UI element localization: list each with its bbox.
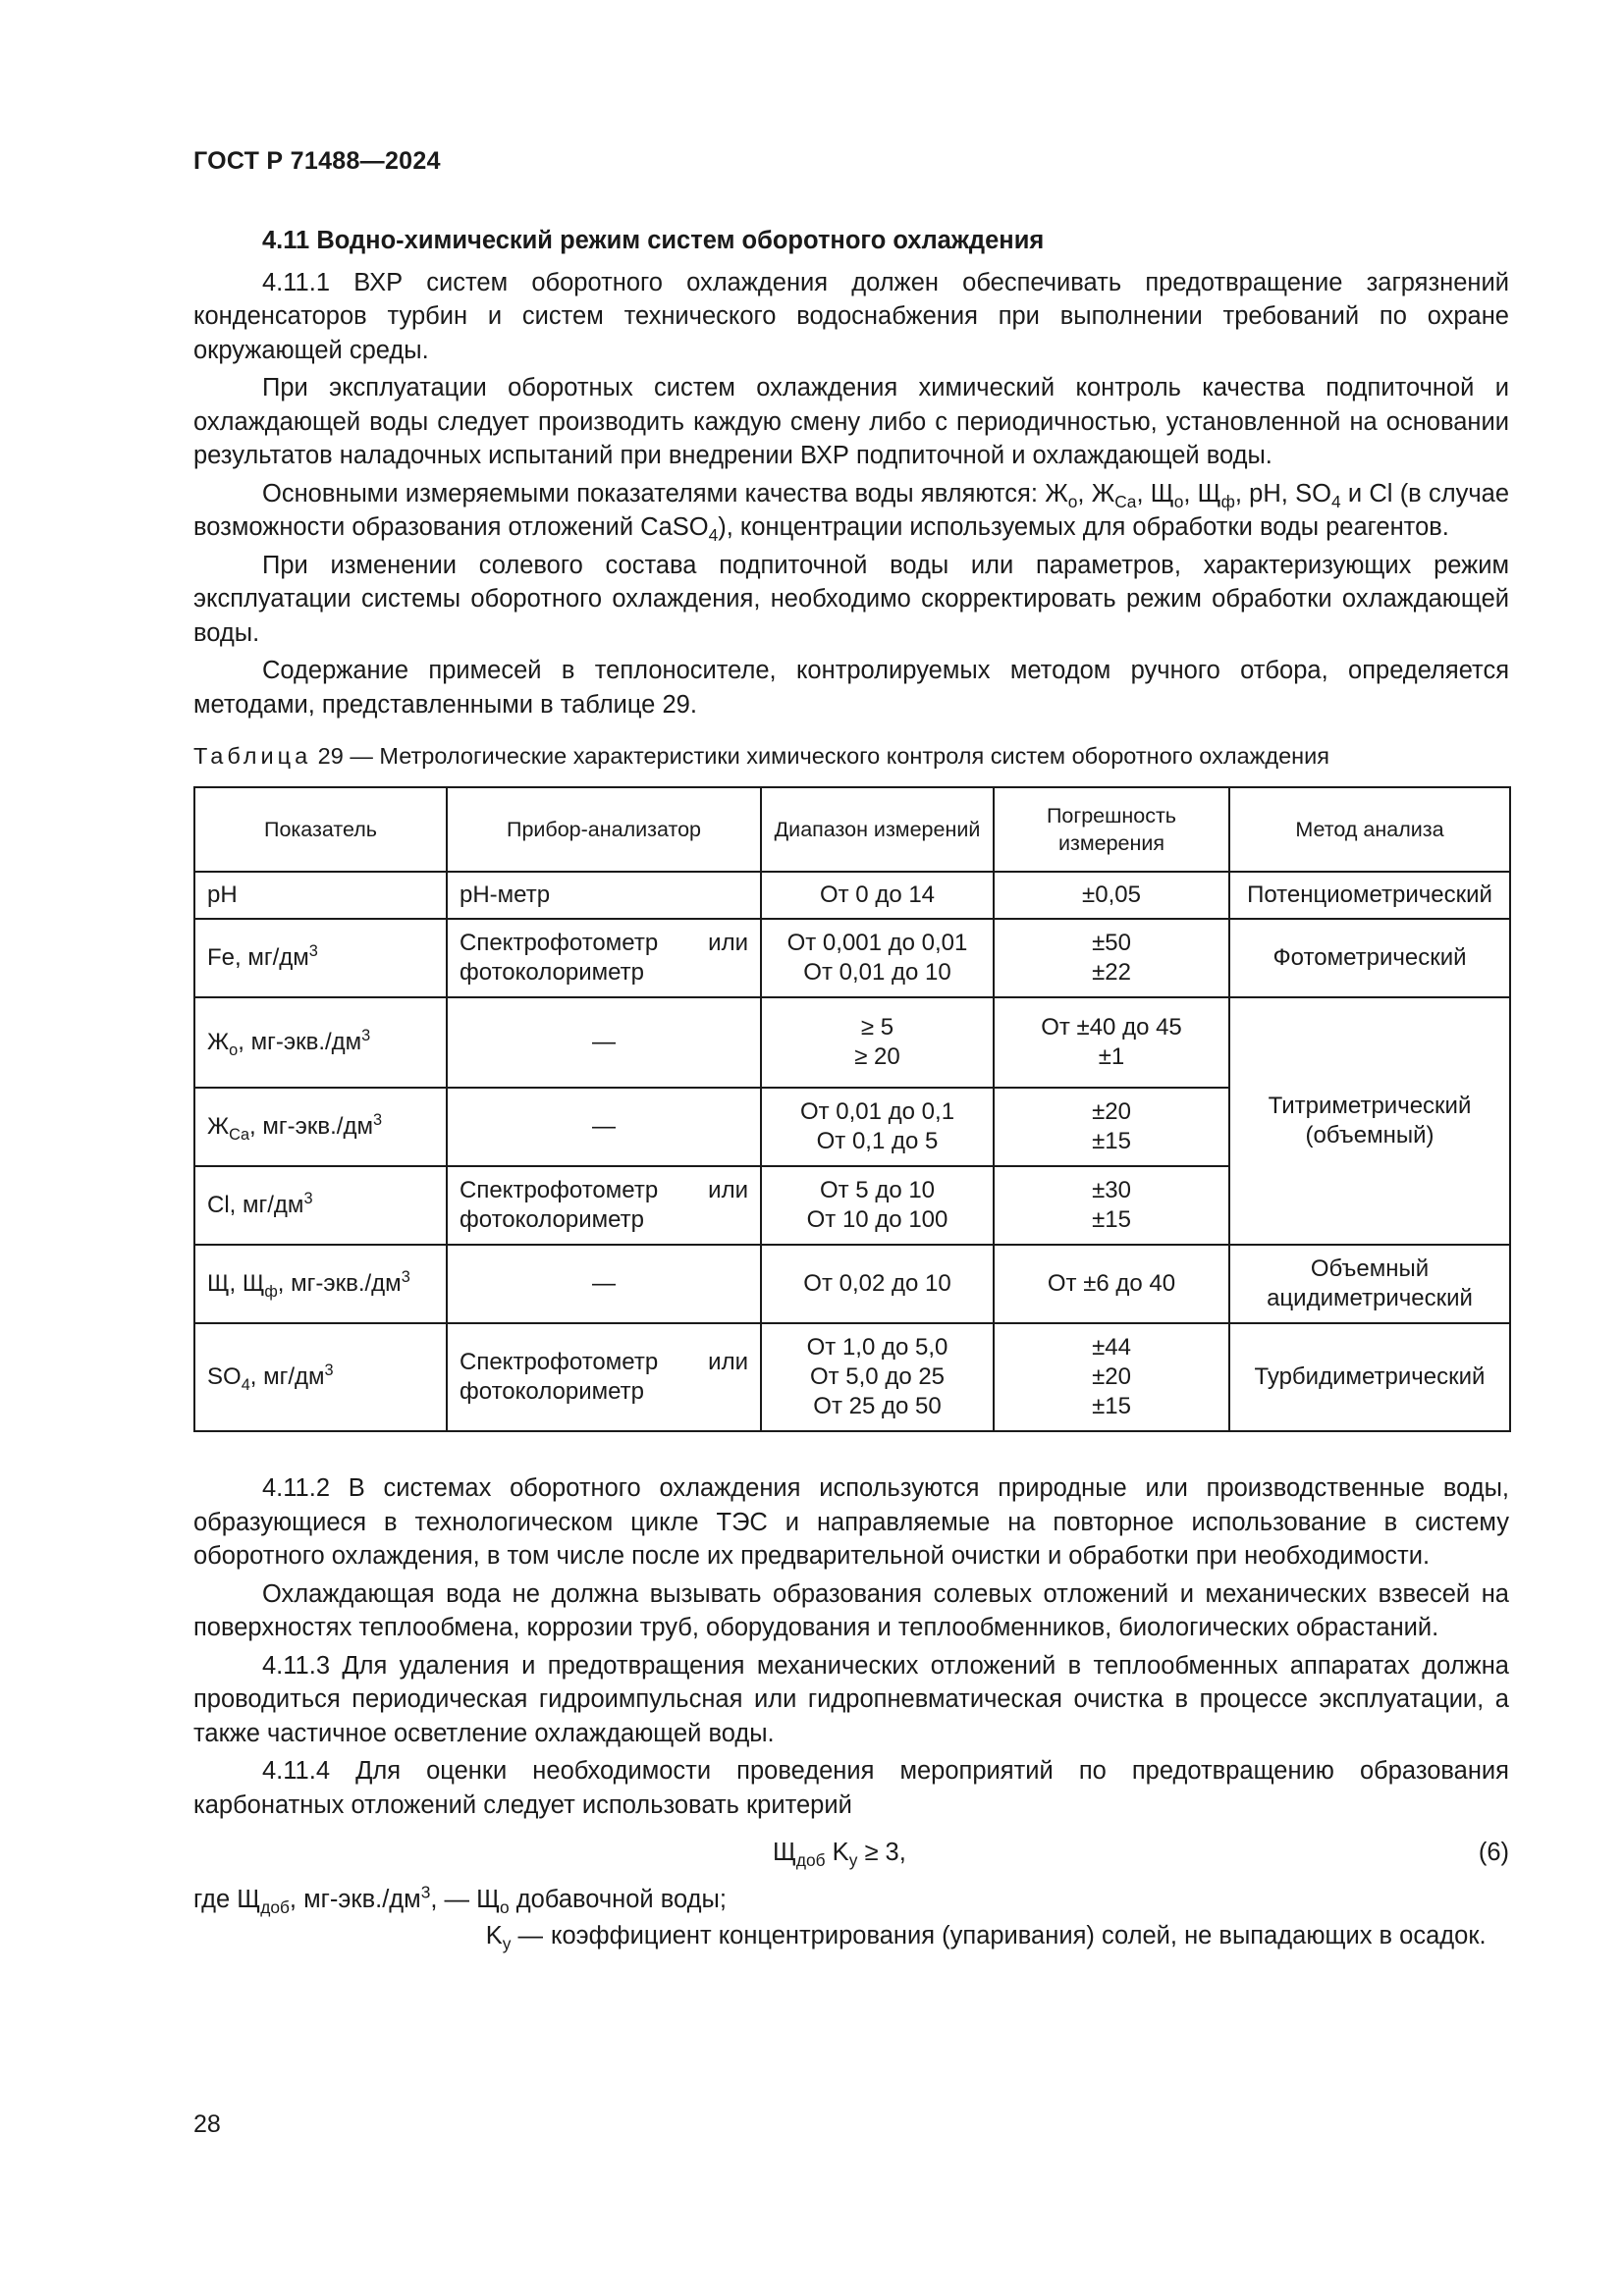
paragraph-methods: Содержание примесей в теплоносителе, контролируемых методом ручного отбора, определяется методами, представленными в таблице 29.	[193, 657, 1509, 719]
cell-range: ≥ 5 ≥ 20	[761, 997, 994, 1088]
formula-explanation	[193, 1883, 1509, 1952]
cell-error: ±50 ±22	[994, 919, 1229, 997]
table-caption	[193, 741, 1509, 771]
cell-device: —	[447, 1088, 761, 1166]
cell-error: ±44 ±20 ±15	[994, 1323, 1229, 1431]
metrology-table	[193, 786, 1511, 1432]
where-line-2	[193, 1919, 1509, 1953]
where-description: коэффициент концентрирования (упаривания) солей, не выпадающих в осадок.	[551, 1921, 1487, 1949]
cell-range: От 0,02 до 10	[761, 1245, 994, 1323]
table-row	[194, 997, 1510, 1088]
cell-range: От 0,001 до 0,01 От 0,01 до 10	[761, 919, 994, 997]
section-title-text: Водно-химический режим систем оборотного охлаждения	[316, 227, 1045, 254]
paragraph-salt-change: При изменении солевого состава подпиточной воды или параметров, характеризующих режим эксплуатации системы оборотного охлаждения, необходимо скорректировать режим обработки охлаждающей воды.	[193, 551, 1509, 647]
cell-error: ±0,05	[994, 872, 1229, 919]
table-caption-text: 29 — Метрологические характеристики химического контроля систем оборотного охлаждения	[311, 743, 1329, 769]
paragraph-4-11-2: 4.11.2 В системах оборотного охлаждения используются природные или производственные воды, образующиеся в технологическом цикле ТЭС и направляемые на повторное использование в систему оборотного охлаждения, в том числе после их предварительной очистки и обработки при необходимости.	[193, 1474, 1509, 1570]
table-row	[194, 1323, 1510, 1431]
table-row	[194, 919, 1510, 997]
cell-range: От 0 до 14	[761, 872, 994, 919]
paragraph-cooling-water: Охлаждающая вода не должна вызывать образования солевых отложений и механических взвесей на поверхностях теплообмена, коррозии труб, оборудования и теплообменников, биологических обрастаний.	[193, 1579, 1509, 1641]
header-range: Диапазон измерений	[761, 787, 994, 872]
cell-error: От ±6 до 40	[994, 1245, 1229, 1323]
cell-error: ±20 ±15	[994, 1088, 1229, 1166]
cell-indicator: $Ж_{Ca}$, $мг-экв./дм^3$	[194, 1088, 447, 1166]
formula-expression: $Щ_{доб}$ $K_у \ge 3$,	[773, 1839, 906, 1871]
cell-method: Фотометрический	[1229, 919, 1510, 997]
cell-range: От 5 до 10 От 10 до 100	[761, 1166, 994, 1245]
cell-device: pH-метр	[447, 872, 761, 919]
cell-error: От ±40 до 45 ±1	[994, 997, 1229, 1088]
cell-device: Спектрофотометр или фотоколориметр	[447, 1166, 761, 1245]
cell-device: —	[447, 997, 761, 1088]
paragraph-4-11-4: 4.11.4 Для оценки необходимости проведения мероприятий по предотвращению образования карбонатных отложений следует использовать критерий	[193, 1757, 1509, 1819]
cell-range: От 0,01 до 0,1 От 0,1 до 5	[761, 1088, 994, 1166]
cell-method: Турбидиметрический	[1229, 1323, 1510, 1431]
header-error: Погрешность измерения	[994, 787, 1229, 872]
formula-number: (6)	[1478, 1839, 1509, 1866]
page-number: 28	[193, 2110, 221, 2138]
cell-device: —	[447, 1245, 761, 1323]
cell-range: От 1,0 до 5,0 От 5,0 до 25 От 25 до 50	[761, 1323, 994, 1431]
paragraph-4-11-3: 4.11.3 Для удаления и предотвращения механических отложений в теплообменных аппаратах должна проводиться периодическая гидроимпульсная или гидропневматическая очистка в процессе эксплуатации, а также частичное осветление охлаждающей воды.	[193, 1651, 1509, 1747]
paragraph-indicators: Основными измеряемыми показателями качества воды являются: $Ж_о$, $Ж_{Ca}$, $Щ_о$, $Щ_ф$, pH, $SO_4$ и Cl (в случае возможности образования отложений CaSO$_4$), концентрации используемых для обработки воды реагентов.	[193, 479, 1510, 546]
cell-indicator: Cl, $мг/дм^3$	[194, 1166, 447, 1245]
formula-6	[193, 1836, 1509, 1877]
header-device: Прибор-анализатор	[447, 787, 761, 872]
cell-device: Спектрофотометр или фотоколориметр	[447, 1323, 761, 1431]
paragraph-4-11-1: 4.11.1 ВХР систем оборотного охлаждения должен обеспечивать предотвращение загрязнений конденсаторов турбин и систем технического водоснабжения при выполнении требований по охране окружающей среды.	[193, 268, 1509, 364]
cell-indicator: $Ж_о$, $мг-экв./дм^3$	[194, 997, 447, 1088]
cell-indicator: Fe, $мг/дм^3$	[194, 919, 447, 997]
cell-error: ±30 ±15	[994, 1166, 1229, 1245]
table-row	[194, 1245, 1510, 1323]
cell-indicator: Щ, $Щ_ф$, $мг-экв./дм^3$	[194, 1245, 447, 1323]
cell-method-titrimetric: Титриметрический (объемный)	[1229, 997, 1510, 1245]
document-header: ГОСТ Р 71488—2024	[193, 147, 441, 175]
cell-method: Объемный ацидиметрический	[1229, 1245, 1510, 1323]
where-symbol: $K_у$ —	[485, 1921, 543, 1953]
header-method: Метод анализа	[1229, 787, 1510, 872]
section-number: 4.11	[262, 227, 310, 254]
cell-device: Спектрофотометр или фотоколориметр	[447, 919, 761, 997]
table-caption-label: Таблица	[193, 743, 312, 769]
header-indicator: Показатель	[194, 787, 447, 872]
section-title	[193, 224, 1509, 258]
table-header-row	[194, 787, 1510, 872]
document-body	[193, 224, 1509, 1952]
where-line-1: где $Щ_{доб}$, $мг-экв./дм^3$, — $Щ_о$ добавочной воды;	[193, 1882, 727, 1918]
cell-indicator: pH	[194, 872, 447, 919]
cell-indicator: $SO_4$, $мг/дм^3$	[194, 1323, 447, 1431]
paragraph-control: При эксплуатации оборотных систем охлаждения химический контроль качества подпиточной и охлаждающей воды следует производить каждую смену либо с периодичностью, установленной на основании результатов наладочных испытаний при внедрении ВХР подпиточной и охлаждающей воды.	[193, 374, 1509, 469]
table-row	[194, 872, 1510, 919]
cell-method: Потенциометрический	[1229, 872, 1510, 919]
